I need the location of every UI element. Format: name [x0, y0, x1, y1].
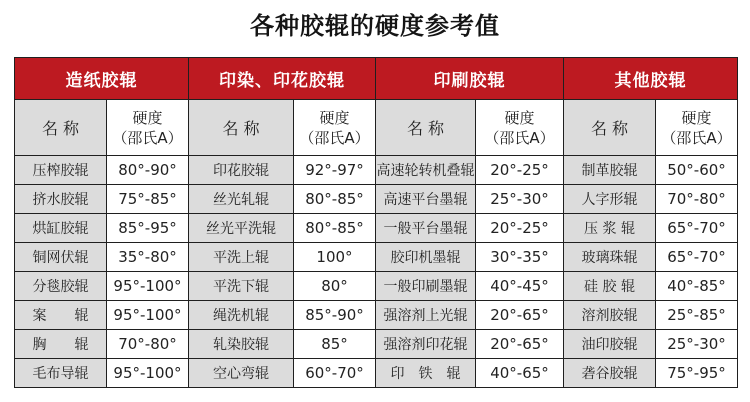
hardness-value-cell: 60°-70° [294, 359, 376, 388]
name-column-header: 名 称 [15, 100, 107, 156]
table-row [15, 330, 738, 359]
roller-name-cell: 平洗上辊 [189, 243, 294, 272]
hardness-header-line1: 硬度 [681, 108, 712, 127]
roller-name-cell: 平洗下辊 [189, 272, 294, 301]
roller-name-cell: 一般印刷墨辊 [376, 272, 476, 301]
name-column-header: 名 称 [376, 100, 476, 156]
hardness-value-cell: 20°-65° [476, 330, 564, 359]
roller-name-cell: 溶剂胶辊 [564, 301, 656, 330]
hardness-reference-table [14, 57, 738, 388]
hardness-header-line2: （邵氏A） [299, 128, 370, 147]
roller-name-cell: 丝光轧辊 [189, 185, 294, 214]
hardness-value-cell: 35°-80° [107, 243, 189, 272]
hardness-value-cell: 30°-35° [476, 243, 564, 272]
roller-name-cell: 分毯胶辊 [15, 272, 107, 301]
roller-name-cell: 印花胶辊 [189, 156, 294, 185]
hardness-value-cell: 40°-85° [656, 272, 738, 301]
table-row [15, 359, 738, 388]
hardness-value-cell: 95°-100° [107, 301, 189, 330]
table-row [15, 185, 738, 214]
hardness-value-cell: 20°-25° [476, 214, 564, 243]
roller-name-cell: 印 铁 辊 [376, 359, 476, 388]
roller-name-cell: 硅 胶 辊 [564, 272, 656, 301]
hardness-value-cell: 65°-70° [656, 214, 738, 243]
hardness-value-cell: 70°-80° [107, 330, 189, 359]
roller-name-cell: 胸 辊 [15, 330, 107, 359]
group-header-3: 印刷胶辊 [376, 58, 564, 100]
hardness-value-cell: 25°-30° [656, 330, 738, 359]
roller-name-cell: 挤水胶辊 [15, 185, 107, 214]
hardness-value-cell: 80°-85° [294, 185, 376, 214]
roller-name-cell: 玻璃珠辊 [564, 243, 656, 272]
roller-name-cell: 丝光平洗辊 [189, 214, 294, 243]
hardness-value-cell: 20°-25° [476, 156, 564, 185]
roller-name-cell: 烘缸胶辊 [15, 214, 107, 243]
roller-name-cell: 轧染胶辊 [189, 330, 294, 359]
hardness-value-cell: 65°-70° [656, 243, 738, 272]
hardness-column-header [476, 100, 564, 156]
hardness-value-cell: 95°-100° [107, 359, 189, 388]
roller-name-cell: 制革胶辊 [564, 156, 656, 185]
roller-name-cell: 强溶剂上光辊 [376, 301, 476, 330]
hardness-value-cell: 85°-95° [107, 214, 189, 243]
roller-name-cell: 高速轮转机叠辊 [376, 156, 476, 185]
hardness-header-line2: （邵氏A） [484, 128, 555, 147]
hardness-value-cell: 95°-100° [107, 272, 189, 301]
roller-name-cell: 毛布导辊 [15, 359, 107, 388]
roller-name-cell: 砻谷胶辊 [564, 359, 656, 388]
roller-name-cell: 一般平台墨辊 [376, 214, 476, 243]
hardness-header-line1: 硬度 [319, 108, 350, 127]
hardness-column-header [656, 100, 738, 156]
hardness-value-cell: 40°-45° [476, 272, 564, 301]
table-row [15, 214, 738, 243]
table-row [15, 272, 738, 301]
hardness-column-header [107, 100, 189, 156]
roller-name-cell: 油印胶辊 [564, 330, 656, 359]
roller-name-cell: 压榨胶辊 [15, 156, 107, 185]
page-title: 各种胶辊的硬度参考值 [250, 12, 500, 40]
hardness-value-cell: 20°-65° [476, 301, 564, 330]
roller-name-cell: 案 辊 [15, 301, 107, 330]
hardness-value-cell: 40°-65° [476, 359, 564, 388]
roller-name-cell: 绳洗机辊 [189, 301, 294, 330]
hardness-value-cell: 25°-30° [476, 185, 564, 214]
hardness-header-line1: 硬度 [504, 108, 535, 127]
hardness-value-cell: 92°-97° [294, 156, 376, 185]
hardness-value-cell: 70°-80° [656, 185, 738, 214]
hardness-value-cell: 75°-85° [107, 185, 189, 214]
hardness-header-line2: （邵氏A） [661, 128, 732, 147]
roller-name-cell: 强溶剂印花辊 [376, 330, 476, 359]
hardness-value-cell: 50°-60° [656, 156, 738, 185]
table-row [15, 301, 738, 330]
roller-name-cell: 高速平台墨辊 [376, 185, 476, 214]
roller-name-cell: 空心弯辊 [189, 359, 294, 388]
hardness-header-line2: （邵氏A） [112, 128, 183, 147]
hardness-value-cell: 85°-90° [294, 301, 376, 330]
hardness-value-cell: 100° [294, 243, 376, 272]
name-column-header: 名 称 [564, 100, 656, 156]
group-header-2: 印染、印花胶辊 [189, 58, 376, 100]
hardness-value-cell: 80° [294, 272, 376, 301]
roller-name-cell: 压 浆 辊 [564, 214, 656, 243]
table-row [15, 243, 738, 272]
roller-name-cell: 胶印机墨辊 [376, 243, 476, 272]
hardness-value-cell: 75°-95° [656, 359, 738, 388]
hardness-value-cell: 80°-85° [294, 214, 376, 243]
roller-name-cell: 铜网伏辊 [15, 243, 107, 272]
hardness-value-cell: 80°-90° [107, 156, 189, 185]
roller-name-cell: 人字形辊 [564, 185, 656, 214]
hardness-column-header [294, 100, 376, 156]
hardness-header-line1: 硬度 [132, 108, 163, 127]
hardness-value-cell: 85° [294, 330, 376, 359]
table-row [15, 156, 738, 185]
group-header-1: 造纸胶辊 [15, 58, 189, 100]
hardness-value-cell: 25°-85° [656, 301, 738, 330]
group-header-4: 其他胶辊 [564, 58, 738, 100]
name-column-header: 名 称 [189, 100, 294, 156]
